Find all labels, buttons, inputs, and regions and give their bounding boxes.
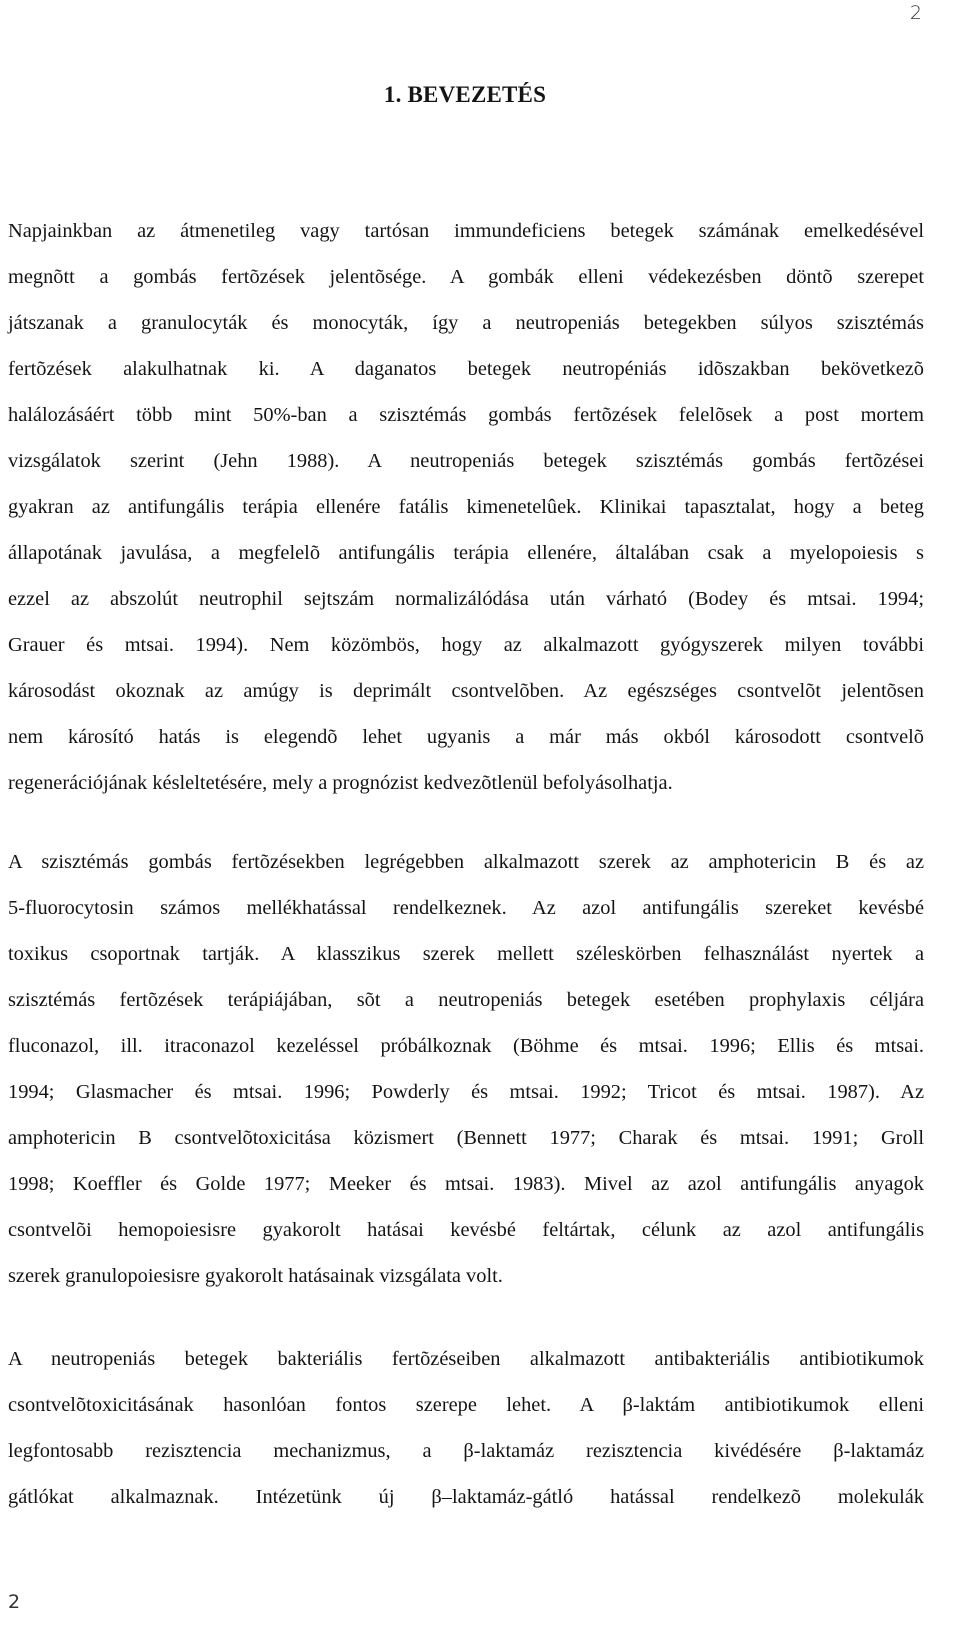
paragraph-line: megnõtt a gombás fertõzések jelentõsége. A gombák elleni védekezésben döntõ szerepet — [8, 266, 924, 288]
paragraph-line: játszanak a granulocyták és monocyták, így a neutropeniás betegekben súlyos szisztémás — [8, 312, 924, 334]
paragraph-line: A szisztémás gombás fertõzésekben legrégebben alkalmazott szerek az amphotericin B és az — [8, 851, 924, 873]
paragraph-line: vizsgálatok szerint (Jehn 1988). A neutropeniás betegek szisztémás gombás fertõzései — [8, 450, 924, 472]
paragraph-line: fluconazol, ill. itraconazol kezeléssel próbálkoznak (Böhme és mtsai. 1996; Ellis és mtsai. — [8, 1035, 924, 1057]
paragraph-line: szerek granulopoiesisre gyakorolt hatásainak vizsgálata volt. — [8, 1265, 503, 1287]
paragraph-line: állapotának javulása, a megfelelõ antifungális terápia ellenére, általában csak a myelopoiesis s — [8, 542, 924, 564]
paragraph-line: Napjainkban az átmenetileg vagy tartósan immundeficiens betegek számának emelkedésével — [8, 220, 924, 242]
paragraph-line: szisztémás fertõzések terápiájában, sõt a neutropeniás betegek esetében prophylaxis céljára — [8, 989, 924, 1011]
paragraph-line: Grauer és mtsai. 1994). Nem közömbös, hogy az alkalmazott gyógyszerek milyen további — [8, 634, 924, 656]
paragraph-line: gátlókat alkalmaznak. Intézetünk új β–laktamáz-gátló hatással rendelkezõ molekulák — [8, 1486, 924, 1508]
paragraph-line: 5-fluorocytosin számos mellékhatással rendelkeznek. Az azol antifungális szereket kevésbé — [8, 897, 924, 919]
paragraph-line: károsodást okoznak az amúgy is deprimált csontvelõben. Az egészséges csontvelõt jelentõsen — [8, 680, 924, 702]
paragraph-line: fertõzések alakulhatnak ki. A daganatos betegek neutropéniás idõszakban bekövetkezõ — [8, 358, 924, 380]
paragraph-line: regenerációjának késleltetésére, mely a prognózist kedvezõtlenül befolyásolhatja. — [8, 772, 673, 794]
paragraph-3 — [8, 1336, 924, 1520]
paragraph-line: csontvelõi hemopoiesisre gyakorolt hatásai kevésbé feltártak, célunk az azol antifungális — [8, 1219, 924, 1241]
paragraph-line: nem károsító hatás is elegendõ lehet ugyanis a már más okból károsodott csontvelõ — [8, 726, 924, 748]
paragraph-line: csontvelõtoxicitásának hasonlóan fontos szerepe lehet. A β-laktám antibiotikumok elleni — [8, 1394, 924, 1416]
paragraph-line: A neutropeniás betegek bakteriális fertõzéseiben alkalmazott antibakteriális antibiotikumok — [8, 1348, 924, 1370]
paragraph-line: toxikus csoportnak tartják. A klasszikus szerek mellett széleskörben felhasználást nyertek a — [8, 943, 924, 965]
section-heading: 1. BEVEZETÉS — [383, 82, 547, 107]
page-number-bottom: 2 — [8, 1591, 21, 1613]
paragraph-1 — [8, 208, 924, 806]
paragraph-line: legfontosabb rezisztencia mechanizmus, a β-laktamáz rezisztencia kivédésére β-laktamáz — [8, 1440, 924, 1462]
paragraph-line: ezzel az abszolút neutrophil sejtszám normalizálódása után várható (Bodey és mtsai. 1994; — [8, 588, 924, 610]
paragraph-line: 1998; Koeffler és Golde 1977; Meeker és mtsai. 1983). Mivel az azol antifungális anyagok — [8, 1173, 924, 1195]
paragraph-line: 1994; Glasmacher és mtsai. 1996; Powderly és mtsai. 1992; Tricot és mtsai. 1987). Az — [8, 1081, 924, 1103]
paragraph-line: gyakran az antifungális terápia ellenére fatális kimenetelûek. Klinikai tapasztalat, hogy a beteg — [8, 496, 924, 518]
paragraph-2 — [8, 839, 924, 1299]
paragraph-line: amphotericin B csontvelõtoxicitása közismert (Bennett 1977; Charak és mtsai. 1991; Groll — [8, 1127, 924, 1149]
paragraph-line: halálozásáért több mint 50%-ban a szisztémás gombás fertõzések felelõsek a post mortem — [8, 404, 924, 426]
page-number-top: 2 — [909, 2, 922, 24]
